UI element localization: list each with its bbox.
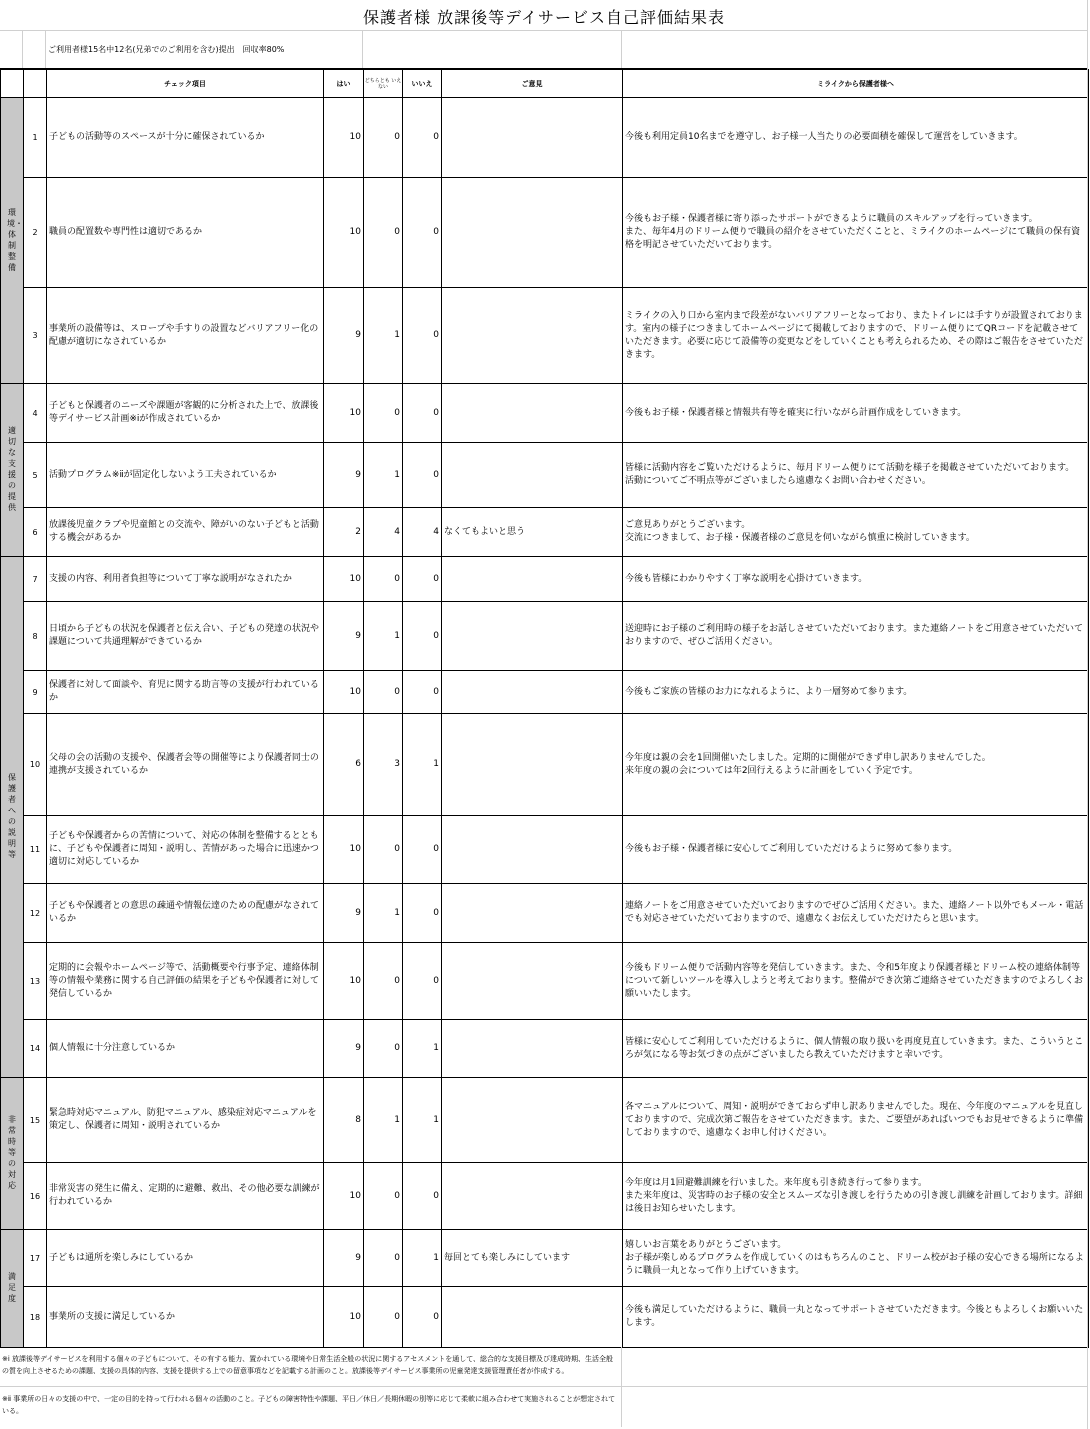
opinion-cell — [442, 384, 623, 443]
no-count: 0 — [403, 884, 442, 943]
opinion-cell — [442, 288, 623, 384]
page-title: 保護者様 放課後等デイサービス自己評価結果表 — [363, 8, 725, 27]
opinion-cell: 毎回とても楽しみにしています — [442, 1230, 623, 1287]
opinion-cell — [442, 178, 623, 288]
response-summary: ご利用者様15名中12名(兄弟でのご利用を含む)提出 回収率80% — [48, 45, 285, 54]
row-number: 16 — [24, 1163, 47, 1230]
table-row — [1, 1230, 1089, 1287]
neutral-count: 0 — [364, 178, 403, 288]
check-item: 子どもや保護者からの苦情について、対応の体制を整備するとともに、子どもや保護者に周知・説明し、苦情があった場合に迅速かつ適切に対応しているか — [47, 816, 324, 884]
no-count: 0 — [403, 671, 442, 714]
check-item: 日頃から子どもの状況を保護者と伝え合い、子どもの発達の状況や課題について共通理解ができているか — [47, 602, 324, 671]
table-row — [1, 671, 1089, 714]
response-cell: 嬉しいお言葉をありがとうございます。 お子様が楽しめるプログラムを作成していくのはもちろんのこと、ドリーム校がお子様の安心できる場所になるように職員一丸となって作り上げていきます。 — [623, 1230, 1089, 1287]
no-count: 0 — [403, 602, 442, 671]
opinion-cell — [442, 602, 623, 671]
check-item: 保護者に対して面談や、育児に関する助言等の支援が行われているか — [47, 671, 324, 714]
yes-count: 9 — [324, 884, 364, 943]
check-item: 活動プログラム※ⅱが固定化しないよう工夫されているか — [47, 443, 324, 508]
response-cell: ミライクの入り口から室内まで段差がないバリアフリーとなっており、またトイレには手すりが設置されております。室内の様子につきましてホームページにて掲載しておりますので、ドリーム便りにてQRコードを記載させていただきます。必要に応じて設備等の変更などをしていくことも考えられるため、その際はご報告をさせていただきます。 — [623, 288, 1089, 384]
neutral-count: 0 — [364, 557, 403, 602]
check-item: 父母の会の活動の支援や、保護者会等の開催等により保護者同士の連携が支援されているか — [47, 714, 324, 816]
yes-count: 8 — [324, 1078, 364, 1163]
no-count: 1 — [403, 1230, 442, 1287]
response-cell: ご意見ありがとうございます。 交流につきまして、お子様・保護者様のご意見を伺いながら慎重に検討していきます。 — [623, 508, 1089, 557]
opinion-cell: なくてもよいと思う — [442, 508, 623, 557]
neutral-count: 0 — [364, 671, 403, 714]
response-cell: 今後も皆様にわかりやすく丁寧な説明を心掛けていきます。 — [623, 557, 1089, 602]
yes-count: 10 — [324, 384, 364, 443]
check-item: 子どもは通所を楽しみにしているか — [47, 1230, 324, 1287]
category-cell — [1, 557, 24, 1078]
check-item: 支援の内容、利用者負担等について丁寧な説明がなされたか — [47, 557, 324, 602]
neutral-count: 4 — [364, 508, 403, 557]
table-row — [1, 178, 1089, 288]
check-item: 緊急時対応マニュアル、防犯マニュアル、感染症対応マニュアルを策定し、保護者に周知・説明されているか — [47, 1078, 324, 1163]
yes-count: 9 — [324, 602, 364, 671]
row-number: 13 — [24, 943, 47, 1020]
row-number: 3 — [24, 288, 47, 384]
header-item: チェック項目 — [47, 70, 324, 98]
no-count: 0 — [403, 816, 442, 884]
neutral-count: 0 — [364, 1287, 403, 1348]
header-row — [1, 70, 1089, 98]
row-number: 15 — [24, 1078, 47, 1163]
evaluation-table — [0, 69, 1089, 1348]
table-row — [1, 98, 1089, 178]
opinion-cell — [442, 671, 623, 714]
opinion-cell — [442, 1078, 623, 1163]
no-count: 1 — [403, 1020, 442, 1078]
yes-count: 10 — [324, 816, 364, 884]
response-cell: 送迎時にお子様のご利用時の様子をお話しさせていただいております。また連絡ノートをご用意させていただいておりますので、ぜひご活用ください。 — [623, 602, 1089, 671]
opinion-cell — [442, 884, 623, 943]
header-no-answer: いいえ — [403, 70, 442, 98]
check-item: 子どもの活動等のスペースが十分に確保されているか — [47, 98, 324, 178]
no-count: 0 — [403, 178, 442, 288]
summary-row — [0, 30, 1088, 69]
row-number: 5 — [24, 443, 47, 508]
yes-count: 6 — [324, 714, 364, 816]
response-cell: 今後も利用定員10名までを遵守し、お子様一人当たりの必要面積を確保して運営をしていきます。 — [623, 98, 1089, 178]
table-row — [1, 943, 1089, 1020]
category-label: 保護者への説明等 — [8, 773, 16, 859]
row-number: 6 — [24, 508, 47, 557]
opinion-cell — [442, 714, 623, 816]
no-count: 1 — [403, 714, 442, 816]
opinion-cell — [442, 557, 623, 602]
row-number: 8 — [24, 602, 47, 671]
table-row — [1, 1078, 1089, 1163]
check-item: 事業所の支援に満足しているか — [47, 1287, 324, 1348]
neutral-count: 0 — [364, 1230, 403, 1287]
row-number: 14 — [24, 1020, 47, 1078]
header-response: ミライクから保護者様へ — [623, 70, 1089, 98]
no-count: 0 — [403, 1287, 442, 1348]
opinion-cell — [442, 1163, 623, 1230]
row-number: 9 — [24, 671, 47, 714]
check-item: 放課後児童クラブや児童館との交流や、障がいのない子どもと活動する機会があるか — [47, 508, 324, 557]
table-row — [1, 508, 1089, 557]
yes-count: 10 — [324, 671, 364, 714]
check-item: 子どもと保護者のニーズや課題が客観的に分析された上で、放課後等デイサービス計画※ⅰが作成されているか — [47, 384, 324, 443]
check-item: 子どもや保護者との意思の疎通や情報伝達のための配慮がなされているか — [47, 884, 324, 943]
category-label: 適切な支援の提供 — [8, 426, 16, 512]
neutral-count: 0 — [364, 98, 403, 178]
row-number: 1 — [24, 98, 47, 178]
neutral-count: 1 — [364, 443, 403, 508]
table-row — [1, 884, 1089, 943]
neutral-count: 1 — [364, 1078, 403, 1163]
opinion-cell — [442, 816, 623, 884]
yes-count: 2 — [324, 508, 364, 557]
no-count: 4 — [403, 508, 442, 557]
category-label: 非常時等の対応 — [8, 1115, 16, 1190]
row-number: 2 — [24, 178, 47, 288]
no-count: 0 — [403, 943, 442, 1020]
neutral-count: 3 — [364, 714, 403, 816]
response-cell: 今年度は月1回避難訓練を行いました。来年度も引き続き行って参ります。 また来年度は、災害時のお子様の安全とスムーズな引き渡しを行うための引き渡し訓練を計画しております。詳細は後日お知らせいたします。 — [623, 1163, 1089, 1230]
category-label: 環境・体制整備 — [7, 207, 23, 272]
row-number: 17 — [24, 1230, 47, 1287]
opinion-cell — [442, 1020, 623, 1078]
footnote-1: ※ⅰ 放課後等デイサービスを利用する個々の子どもについて、その有する能力、置かれている環境や日常生活全般の状況に関するアセスメントを通して、総合的な支援目標及び達成時期、生活全般の質を向上させるための課題、支援の具体的内容、支援を提供する上での留意事項などを記載する計画のこと。放課後等デイサービス事業所の児童発達支援管理責任者が作成する。 — [2, 1355, 614, 1375]
title-row — [0, 0, 1088, 31]
check-item: 個人情報に十分注意しているか — [47, 1020, 324, 1078]
yes-count: 10 — [324, 943, 364, 1020]
table-row — [1, 1163, 1089, 1230]
neutral-count: 0 — [364, 384, 403, 443]
yes-count: 10 — [324, 98, 364, 178]
opinion-cell — [442, 443, 623, 508]
response-cell: 今後もご家族の皆様のお力になれるように、より一層努めて参ります。 — [623, 671, 1089, 714]
category-cell — [1, 384, 24, 557]
response-cell: 各マニュアルについて、周知・説明ができておらず申し訳ありませんでした。現在、今年度のマニュアルを見直しておりますので、完成次第ご報告をさせていただきます。また、ご要望があればいつでもお見せできるように準備しておりますので、遠慮なくお申し付けください。 — [623, 1078, 1089, 1163]
yes-count: 10 — [324, 557, 364, 602]
response-cell: 連絡ノートをご用意させていただいておりますのでぜひご活用ください。また、連絡ノート以外でもメール・電話でも対応させていただいておりますので、遠慮なくお伝えしていただけたらと思います。 — [623, 884, 1089, 943]
row-number: 11 — [24, 816, 47, 884]
header-opinion: ご意見 — [442, 70, 623, 98]
header-no — [24, 70, 47, 98]
table-row — [1, 816, 1089, 884]
response-cell: 今後もドリーム便りで活動内容等を発信していきます。また、令和5年度より保護者様とドリーム校の連絡体制等について新しいツールを導入しようと考えております。整備ができ次第ご連絡させていただきますのでよろしくお願いいたします。 — [623, 943, 1089, 1020]
footnote-2: ※ⅱ 事業所の日々の支援の中で、一定の目的を持って行われる個々の活動のこと。子どもの障害特性や課題、平日／休日／長期休暇の別等に応じて柔軟に組み合わせて実施されることが想定されている。 — [2, 1395, 616, 1415]
neutral-count: 0 — [364, 1020, 403, 1078]
response-cell: 今後もお子様・保護者様と情報共有等を確実に行いながら計画作成をしていきます。 — [623, 384, 1089, 443]
response-cell: 皆様に安心してご利用していただけるように、個人情報の取り扱いを再度見直していきます。また、こういうところが気になる等お気づきの点がございましたら教えていただけますと幸いです。 — [623, 1020, 1089, 1078]
table-row — [1, 384, 1089, 443]
table-row — [1, 443, 1089, 508]
neutral-count: 0 — [364, 1163, 403, 1230]
neutral-count: 1 — [364, 884, 403, 943]
header-neutral: どちらとも いえない — [364, 70, 403, 98]
yes-count: 9 — [324, 1230, 364, 1287]
response-cell: 今後も満足していただけるように、職員一丸となってサポートさせていただきます。今後ともよろしくお願いいたします。 — [623, 1287, 1089, 1348]
no-count: 0 — [403, 443, 442, 508]
row-number: 7 — [24, 557, 47, 602]
check-item: 職員の配置数や専門性は適切であるか — [47, 178, 324, 288]
table-row — [1, 288, 1089, 384]
neutral-count: 1 — [364, 288, 403, 384]
category-cell — [1, 1230, 24, 1348]
check-item: 事業所の設備等は、スロープや手すりの設置などバリアフリー化の配慮が適切になされているか — [47, 288, 324, 384]
no-count: 0 — [403, 557, 442, 602]
yes-count: 9 — [324, 288, 364, 384]
yes-count: 10 — [324, 178, 364, 288]
row-number: 4 — [24, 384, 47, 443]
response-cell: 今後もお子様・保護者様に安心してご利用していただけるように努めて参ります。 — [623, 816, 1089, 884]
opinion-cell — [442, 943, 623, 1020]
no-count: 0 — [403, 1163, 442, 1230]
yes-count: 10 — [324, 1163, 364, 1230]
neutral-count: 0 — [364, 816, 403, 884]
table-row — [1, 1020, 1089, 1078]
no-count: 0 — [403, 288, 442, 384]
neutral-count: 0 — [364, 943, 403, 1020]
check-item: 非常災害の発生に備え、定期的に避難、救出、その他必要な訓練が行われているか — [47, 1163, 324, 1230]
category-label: 満足度 — [8, 1272, 16, 1303]
table-row — [1, 714, 1089, 816]
category-cell — [1, 98, 24, 384]
header-yes: はい — [324, 70, 364, 98]
row-number: 18 — [24, 1287, 47, 1348]
footnotes — [0, 1347, 1088, 1427]
row-number: 12 — [24, 884, 47, 943]
header-category — [1, 70, 24, 98]
table-row — [1, 557, 1089, 602]
response-cell: 皆様に活動内容をご覧いただけるように、毎月ドリーム便りにて活動を様子を掲載させていただいております。 活動についてご不明点等がございましたら遠慮なくお問い合わせください。 — [623, 443, 1089, 508]
no-count: 1 — [403, 1078, 442, 1163]
yes-count: 9 — [324, 1020, 364, 1078]
no-count: 0 — [403, 384, 442, 443]
no-count: 0 — [403, 98, 442, 178]
table-body — [1, 98, 1089, 1348]
response-cell: 今年度は親の会を1回開催いたしました。定期的に開催ができず申し訳ありませんでした。 来年度の親の会については年2回行えるように計画をしていく予定です。 — [623, 714, 1089, 816]
table-row — [1, 602, 1089, 671]
row-number: 10 — [24, 714, 47, 816]
neutral-count: 1 — [364, 602, 403, 671]
category-cell — [1, 1078, 24, 1230]
table-row — [1, 1287, 1089, 1348]
opinion-cell — [442, 1287, 623, 1348]
opinion-cell — [442, 98, 623, 178]
yes-count: 9 — [324, 443, 364, 508]
response-cell: 今後もお子様・保護者様に寄り添ったサポートができるように職員のスキルアップを行っていきます。 また、毎年4月のドリーム便りで職員の紹介をさせていただくことと、ミライクのホームページにて職員の保有資格を明記させていただいております。 — [623, 178, 1089, 288]
yes-count: 10 — [324, 1287, 364, 1348]
check-item: 定期的に会報やホームページ等で、活動概要や行事予定、連絡体制等の情報や業務に関する自己評価の結果を子どもや保護者に対して発信しているか — [47, 943, 324, 1020]
